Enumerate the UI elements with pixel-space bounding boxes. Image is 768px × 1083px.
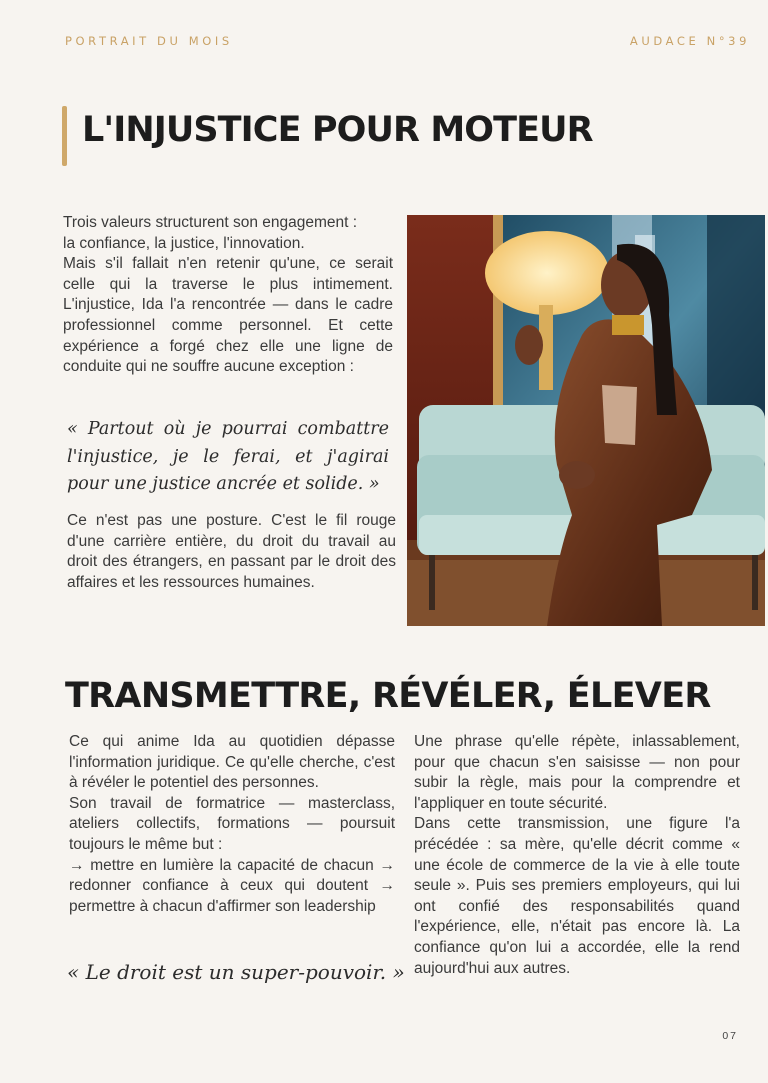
left-paragraph-2: Son travail de formatrice — masterclass, ateliers collectifs, formations — poursuit toujours le même but :	[69, 794, 395, 853]
title-accent-bar	[62, 106, 67, 166]
section-label: PORTRAIT DU MOIS	[65, 34, 233, 48]
intro-line-1: Trois valeurs structurent son engagement :	[63, 214, 358, 231]
section-title-injustice: L'INJUSTICE POUR MOTEUR	[82, 110, 593, 150]
left-column-text	[69, 732, 395, 917]
right-paragraph-1: Une phrase qu'elle répète, inlassablement, pour que chacun s'en saisisse — non pour subir la règle, mais pour la comprendre et l'appliquer en toute sécurité.	[414, 733, 740, 812]
left-paragraph-1: Ce qui anime Ida au quotidien dépasse l'information juridique. Ce qu'elle cherche, c'est à révéler le potentiel des personnes.	[69, 733, 395, 792]
issue-label: AUDACE N°39	[629, 34, 750, 48]
career-paragraph: Ce n'est pas une posture. C'est le fil rouge d'une carrière entière, du droit du travail au droit des étrangers, en passant par le droit des affaires et les ressources humaines.	[67, 512, 396, 591]
intro-line-3: Mais s'il fallait n'en retenir qu'une, ce serait celle qui la traverse le plus intimement. L'injustice, Ida l'a rencontrée — dans le cadre professionnel comme personnel. Et cette expérience a forgé chez elle une ligne de conduite qui ne souffre aucune exception :	[63, 255, 393, 376]
intro-paragraph	[63, 213, 393, 378]
right-column-text	[414, 732, 740, 979]
intro-line-2: la confiance, la justice, l'innovation.	[63, 234, 305, 252]
page-number: 07	[722, 1030, 738, 1042]
portrait-photo	[407, 215, 765, 626]
pull-quote-droit: « Le droit est un super-pouvoir. »	[67, 960, 405, 984]
section-title-transmettre: TRANSMETTRE, RÉVÉLER, ÉLEVER	[65, 676, 711, 716]
pull-quote-injustice: « Partout où je pourrai combattre l'injustice, je le ferai, et j'agirai pour une justice ancrée et solide. »	[67, 419, 389, 495]
right-paragraph-2: Dans cette transmission, une figure l'a précédée : sa mère, qu'elle décrit comme « une école de commerce de la vie à elle toute seule ». Puis ses premiers employeurs, qui lui ont confié des responsabilités quand l'expérience, elle, n'était pas encore là. La confiance qu'on lui a accordée, elle la rend aujourd'hui aux autres.	[414, 815, 740, 977]
left-paragraph-3: → mettre en lumière la capacité de chacun → redonner confiance à ceux qui doutent → permettre à chacun d'affirmer son leadership	[69, 856, 395, 915]
